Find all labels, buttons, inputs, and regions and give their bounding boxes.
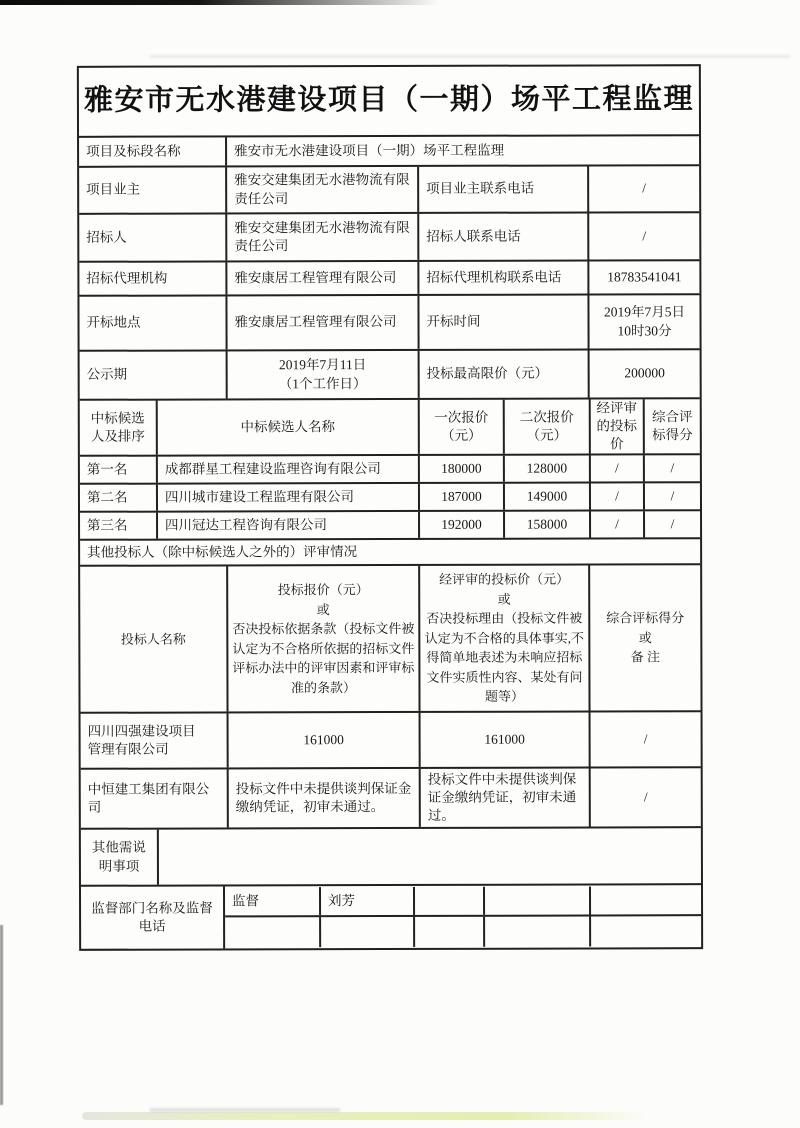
publicity-period-label: 公示期	[80, 351, 228, 398]
supervision-dept: 监督	[225, 887, 321, 915]
candidates-rank-header: 中标候选 人及排序	[80, 401, 158, 455]
project-owner-phone-label: 项目业主联系电话	[419, 166, 589, 211]
supervision-cell	[485, 916, 591, 946]
candidate-row-3	[80, 511, 700, 541]
evaluation-bidder-name-header: 投标人名称	[80, 566, 228, 711]
candidates-bid1-header: 一次报价 （元）	[420, 400, 505, 454]
evaluation-bidder-name: 四川四强建设项目 管理有限公司	[81, 713, 229, 767]
evaluation-bidder-name: 中恒建工集团有限公 司	[81, 769, 229, 827]
evaluation-bid-price: 投标文件中未提供谈判保证金缴纳凭证，初审未通过。	[229, 769, 421, 828]
supervision-cell	[591, 886, 701, 914]
candidate-name: 四川冠达工程咨询有限公司	[158, 512, 420, 539]
evaluation-score: /	[643, 789, 648, 805]
candidate-rank: 第一名	[80, 457, 158, 483]
tenderee-phone-label: 招标人联系电话	[419, 213, 589, 259]
row-project-owner	[79, 166, 699, 215]
scan-artifact-smudge	[150, 55, 790, 58]
candidates-bid2-header: 二次报价 （元）	[505, 399, 591, 453]
candidate-evaluated: /	[591, 455, 645, 481]
scan-artifact-highlight-strip	[82, 1112, 647, 1120]
supervision-cell	[415, 917, 485, 947]
max-bid-price-value: 200000	[624, 365, 665, 381]
candidate-rank: 第三名	[80, 513, 158, 539]
evaluation-row-2	[81, 768, 701, 830]
other-notes-label: 其他需说 明事项	[81, 830, 159, 885]
evaluation-score-header: 综合评标得分 或 备 注	[606, 610, 685, 665]
row-project-section-name	[79, 136, 699, 168]
evaluation-row-1	[81, 712, 701, 770]
bidding-agency-phone-value: 18783541041	[607, 269, 682, 285]
candidate-row-1	[80, 455, 700, 485]
bidding-agency-label: 招标代理机构	[79, 262, 227, 294]
candidate-rank: 第二名	[80, 485, 158, 511]
supervision-cell	[321, 917, 415, 947]
candidates-evaluated-header: 经评审 的投标 价	[591, 399, 645, 453]
bid-opening-place-label: 开标地点	[79, 296, 227, 349]
bidding-agency-phone-label: 招标代理机构联系电话	[419, 261, 589, 293]
evaluation-evaluated-price: 投标文件中未提供谈判保证金缴纳凭证，初审未通过。	[421, 768, 591, 826]
scan-artifact-gray-streak	[150, 1108, 340, 1112]
evaluation-bid-price-header: 投标报价（元） 或 否决投标依据条款（投标文件被认定为不合格所依据的招标文件评标办法中的评审因素和评审标准的条款）	[228, 566, 420, 712]
supervision-cell	[485, 886, 591, 914]
other-notes-value	[159, 828, 701, 884]
row-bidding-agency	[79, 261, 699, 297]
project-owner-phone-value: /	[642, 180, 647, 196]
max-bid-price-label: 投标最高限价（元）	[420, 350, 590, 397]
other-bidders-section-title: 其他投标人（除中标候选人之外的）评审情况	[87, 543, 358, 560]
candidate-row-2	[80, 483, 700, 513]
candidate-bid2: 128000	[505, 455, 591, 481]
scan-artifact-top-edge	[0, 0, 440, 5]
scan-artifact-left-edge	[0, 925, 3, 1105]
candidates-name-header: 中标候选人名称	[158, 400, 420, 455]
tenderee-label: 招标人	[79, 214, 227, 260]
supervision-cell	[415, 887, 485, 915]
candidate-bid1: 187000	[420, 484, 505, 510]
supervision-row	[81, 885, 701, 949]
candidate-score: /	[670, 516, 675, 532]
other-bidders-section-title-row	[80, 539, 700, 567]
candidate-bid1: 180000	[420, 456, 505, 482]
project-section-name-label: 项目及标段名称	[79, 137, 227, 165]
candidates-header-row	[80, 399, 700, 457]
candidate-bid2: 158000	[505, 511, 591, 537]
candidates-score-header: 综合评 标得分	[651, 408, 693, 443]
publicity-period-value: 2019年7月11日 （1个工作日）	[228, 351, 420, 399]
supervision-subrow-2	[225, 916, 701, 947]
title-row	[79, 66, 699, 138]
candidate-bid2: 149000	[505, 483, 591, 509]
candidate-evaluated: /	[591, 483, 645, 509]
supervision-cell	[591, 916, 701, 946]
supervision-grid	[225, 885, 701, 948]
candidate-score: /	[670, 488, 675, 504]
bid-opening-time-label: 开标时间	[419, 295, 589, 348]
bidding-agency-value: 雅安康居工程管理有限公司	[227, 262, 419, 295]
other-notes-row	[81, 828, 701, 887]
bid-opening-time-value: 2019年7月5日 10时30分	[603, 304, 686, 338]
project-owner-value: 雅安交建集团无水港物流有限责任公司	[227, 167, 419, 213]
project-owner-label: 项目业主	[79, 167, 227, 212]
row-tenderee	[79, 213, 699, 263]
supervision-cell	[225, 917, 321, 947]
evaluation-header-row	[80, 565, 700, 714]
evaluation-bid-price: 161000	[229, 713, 421, 768]
bid-evaluation-result-table	[77, 64, 703, 951]
document-title: 雅安市无水港建设项目（一期）场平工程监理	[83, 83, 694, 118]
candidate-evaluated: /	[591, 511, 645, 537]
project-section-name-value: 雅安市无水港建设项目（一期）场平工程监理	[234, 142, 505, 159]
candidate-score: /	[670, 460, 675, 476]
supervision-label: 监督部门名称及监督 电话	[81, 886, 225, 948]
candidate-name: 成都群星工程建设监理咨询有限公司	[158, 456, 420, 483]
supervision-person: 刘芳	[321, 887, 415, 915]
candidate-bid1: 192000	[420, 512, 505, 538]
row-publicity-period	[80, 350, 700, 401]
evaluation-evaluated-price: 161000	[421, 712, 591, 766]
tenderee-phone-value: /	[642, 228, 647, 244]
evaluation-evaluated-price-header: 经评审的投标价（元） 或 否决投标理由（投标文件被认定为不合格的具体事实,不得简单地表述为未响应招标文件实质性内容、某处有问题等）	[420, 565, 590, 710]
candidate-name: 四川城市建设工程监理有限公司	[158, 484, 420, 511]
evaluation-score: /	[643, 731, 648, 747]
tenderee-value: 雅安交建集团无水港物流有限责任公司	[227, 214, 419, 261]
supervision-subrow-1	[225, 886, 701, 917]
row-bid-opening	[79, 295, 699, 352]
bid-opening-place-value: 雅安康居工程管理有限公司	[227, 296, 419, 350]
